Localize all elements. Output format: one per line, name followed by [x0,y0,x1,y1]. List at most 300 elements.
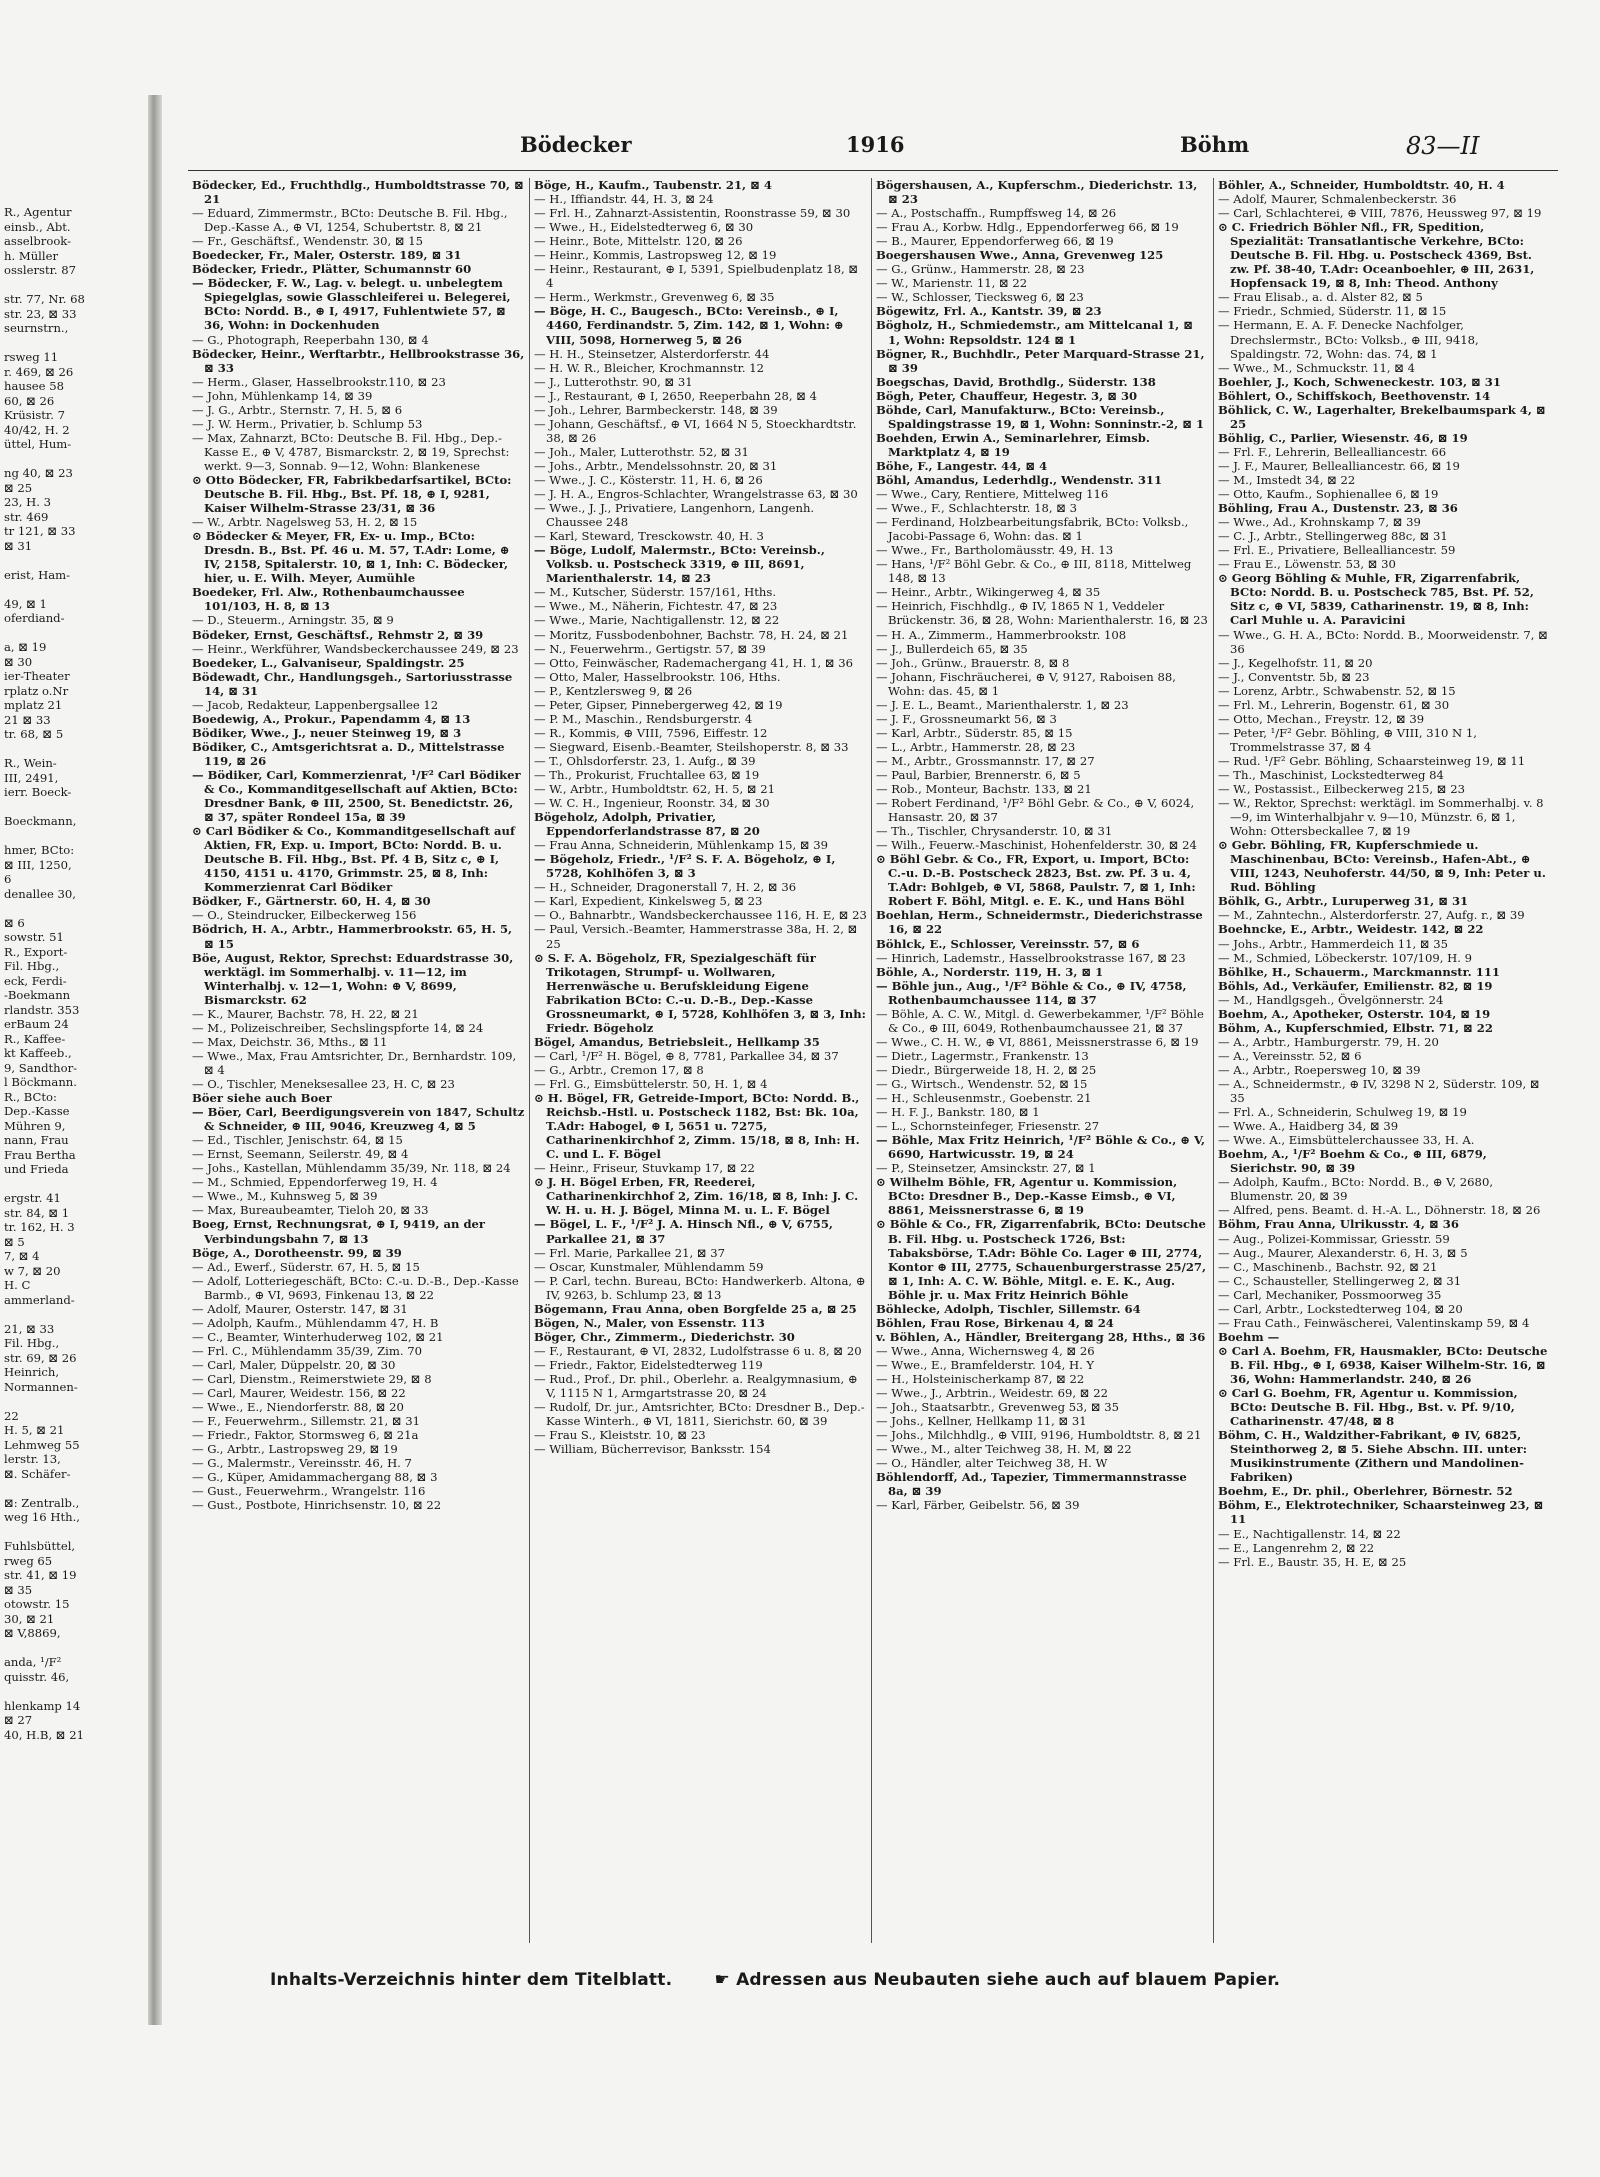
page-number: 83—II [1406,132,1480,160]
directory-entry: — Aug., Polizei-Kommissar, Griesstr. 59 [1218,1231,1450,1246]
facing-page-fragment [0,205,148,1995]
directory-entry: — A., Arbtr., Roepersweg 10, ⊠ 39 [1218,1062,1421,1077]
directory-entry: — Friedr., Faktor, Eidelstedterweg 119 [534,1357,763,1372]
directory-entry: — Wwe., J. C., Kösterstr. 11, H. 6, ⊠ 26 [534,472,763,487]
fragment-line: tr. 162, H. 3 [4,1220,75,1234]
directory-entry: — G., Arbtr., Cremon 17, ⊠ 8 [534,1062,704,1077]
fragment-line: ⊠ 5 [4,1234,25,1249]
directory-entry: Boehncke, E., Arbtr., Weidestr. 142, ⊠ 22 [1218,922,1484,937]
directory-entry: — Wwe., J. J., Privatiere, Langenhorn, Langenh. Chaussee 248 [534,501,815,530]
directory-entry: Bögeholz, Adolph, Privatier, Eppendorferlandstrasse 87, ⊠ 20 [534,810,760,839]
directory-entry: — Wwe., G. H. A., BCto: Nordd. B., Moorweidenstr. 7, ⊠ 36 [1218,627,1548,656]
fragment-line: ⊠ 31 [4,538,33,553]
directory-entry: — Frau A., Korbw. Hdlg., Eppendorferweg 66, ⊠ 19 [876,220,1179,235]
directory-entry: ⊙ Otto Bödecker, FR, Fabrikbedarfsartikel, BCto: Deutsche B. Fil. Hbg., Bst. Pf. 18, ⊕ I, 9281, Kaiser Wilhelm-Strasse 23/31, ⊠ 36 [192,472,512,516]
directory-entry: Böhm, Frau Anna, Ulrikusstr. 4, ⊠ 36 [1218,1217,1459,1232]
fragment-line: rweg 65 [4,1553,53,1568]
directory-entry: — Wwe., E., Niendorferstr. 88, ⊠ 20 [192,1400,404,1415]
directory-entry: ⊙ Carl Bödiker & Co., Kommanditgesellschaft auf Aktien, FR, Exp. u. Import, BCto: Nordd. B. u. Deutsche B. Fil. Hbg., Bst. Pf. 4 B, Sitz c, ⊕ I, 4150, 4151 u. 4170, Grimmstr. 25, ⊠ 8, Inh: Kommerzienrat Carl Bödiker [192,824,515,895]
directory-entry: — Wwe., Marie, Nachtigallenstr. 12, ⊠ 22 [534,613,780,628]
directory-entry: Bödewadt, Chr., Handlungsgeh., Sartoriusstrasse 14, ⊠ 31 [192,669,513,698]
directory-entry: Böe, August, Rektor, Sprechst: Eduardstrasse 30, werktägl. im Sommerhalbj. v. 11—12, im Winterhalbj. v. 12—1, Wohn: ⊕ V, 8699, Bismarckstr. 62 [192,950,514,1007]
directory-entry: — Wwe., Anna, Wichernsweg 4, ⊠ 26 [876,1343,1095,1358]
directory-entry: Böhm, A., Kupferschmied, Elbstr. 71, ⊠ 22 [1218,1020,1493,1035]
directory-entry: Bödecker, Heinr., Werftarbtr., Hellbrookstrasse 36, ⊠ 33 [192,346,525,375]
directory-entry: — Ferdinand, Holzbearbeitungsfabrik, BCto: Volksb., Jacobi-Passage 6, Wohn: das. ⊠ 1 [876,515,1189,544]
directory-entry: — Adolph, Kaufm., BCto: Nordd. B., ⊕ V, 2680, Blumenstr. 20, ⊠ 39 [1218,1175,1493,1204]
fragment-line: Krüsistr. 7 [4,408,65,422]
directory-entry: — Adolf, Lotteriegeschäft, BCto: C.-u. D.-B., Dep.-Kasse Barmb., ⊕ VI, 9693, Finkenau 13, ⊠ 22 [192,1273,519,1302]
fragment-line: rlandstr. 353 [4,1002,80,1017]
directory-entry: — Th., Prokurist, Fruchtallee 63, ⊠ 19 [534,767,760,782]
fragment-line: III, 2491, [4,770,59,785]
footer-new-buildings-note: Adressen aus Neubauten siehe auch auf blauem Papier. [736,1970,1281,1990]
directory-entry: ⊙ Böhl Gebr. & Co., FR, Export, u. Import, BCto: C.-u. D.-B. Postscheck 2823, Bst. zw. Pf. 3 u. 4, T.Adr: Bohlgeb, ⊕ VI, 5868, Paulstr. 7, ⊠ 1, Inh: Robert F. Böhl, Mitgl. e. E. K., und Hans Böhl [876,852,1196,909]
directory-entry: — Jacob, Redakteur, Lappenbergsallee 12 [192,697,439,712]
directory-entry: — Wwe. A., Eimsbüttelerchaussee 33, H. A. [1218,1133,1475,1148]
fragment-line: 60, ⊠ 26 [4,393,55,408]
fragment-line: ⊠. Schäfer- [4,1466,71,1481]
directory-entry: — N., Feuerwehrm., Gertigstr. 57, ⊠ 39 [534,641,766,656]
directory-entry: — Frl. H., Zahnarzt-Assistentin, Roonstrasse 59, ⊠ 30 [534,206,851,221]
fragment-line: str. 23, ⊠ 33 [4,306,77,321]
directory-entry: — Frl. F., Lehrerin, Bellealliancestr. 66 [1218,444,1447,459]
fragment-line: 23, H. 3 [4,495,51,509]
directory-entry: — W., Arbtr., Humboldtstr. 62, H. 5, ⊠ 21 [534,782,776,797]
directory-entry: — Friedr., Faktor, Stormsweg 6, ⊠ 21a [192,1428,419,1443]
directory-entry: — W., Schlosser, Tiecksweg 6, ⊠ 23 [876,290,1084,305]
directory-entry: Böhlert, O., Schiffskoch, Beethovenstr. 14 [1218,388,1491,403]
directory-entry: — J. E. L., Beamt., Marienthalerstr. 1, ⊠ 23 [876,697,1129,712]
directory-entry: — M., Arbtr., Grossmannstr. 17, ⊠ 27 [876,753,1095,768]
fragment-line: 40/42, H. 2 [4,422,70,437]
directory-entry: — Karl, Steward, Tresckowstr. 40, H. 3 [534,529,764,544]
header-rule [188,170,1558,171]
directory-entry: — Wwe., Max, Frau Amtsrichter, Dr., Bernhardstr. 109, ⊠ 4 [192,1048,517,1077]
directory-entry: ⊙ Gebr. Böhling, FR, Kupferschmiede u. Maschinenbau, BCto: Vereinsb., Hafen-Abt., ⊕ VIII, 1243, Neuhoferstr. 44/50, ⊠ 9, Inh: Peter u. Rud. Böhling [1218,838,1546,895]
directory-entry: — Johann, Fischräucherei, ⊕ V, 9127, Raboisen 88, Wohn: das. 45, ⊠ 1 [876,669,1176,698]
directory-entry: Böhlendorff, Ad., Tapezier, Timmermannstrasse 8a, ⊠ 39 [876,1470,1187,1499]
directory-entry: — Rudolf, Dr. jur., Amtsrichter, BCto: Dresdner B., Dep.-Kasse Winterh., ⊕ VI, 1811, Sierichstr. 60, ⊠ 39 [534,1400,865,1429]
directory-entry: Böhlen, Frau Rose, Birkenau 4, ⊠ 24 [876,1315,1114,1330]
directory-entry: — Hinrich, Lademstr., Hasselbrookstrasse 167, ⊠ 23 [876,950,1186,965]
directory-entry: — Johs., Arbtr., Hammerdeich 11, ⊠ 35 [1218,936,1449,951]
directory-entry: Böhlck, E., Schlosser, Vereinsstr. 57, ⊠ 6 [876,936,1140,951]
directory-entry: — P. Carl, techn. Bureau, BCto: Handwerkerb. Altona, ⊕ IV, 9263, b. Schlump 23, ⊠ 13 [534,1273,866,1302]
fragment-line: asselbrook- [4,234,72,248]
directory-entry: ⊙ C. Friedrich Böhler Nfl., FR, Spedition, Spezialität: Transatlantische Verkehre, BCto: Deutsche B. Fil. Hbg. u. Postscheck 4369, Bst. zw. Pf. 38-40, T.Adr: Oceanboehler, ⊕ III, 2631, Hopfensack 19, ⊠ 8, Inh: Theod. Anthony [1218,220,1535,291]
directory-entry: Böger, Chr., Zimmerm., Diederichstr. 30 [534,1329,795,1344]
directory-entry: — L., Schornsteinfeger, Friesenstr. 27 [876,1119,1100,1134]
fragment-line: hmer, BCto: [4,843,75,857]
fragment-line: ⊠ 25 [4,480,33,495]
directory-entry: — Bögel, L. F., ¹/F² J. A. Hinsch Nfl., ⊕ V, 6755, Parkallee 21, ⊠ 37 [534,1217,833,1246]
directory-entry: — C., Maschinenb., Bachstr. 92, ⊠ 21 [1218,1259,1438,1274]
fragment-line: R., Wein- [4,756,57,770]
fragment-line: Lehmweg 55 [4,1437,80,1452]
directory-entry: — L., Arbtr., Hammerstr. 28, ⊠ 23 [876,739,1076,754]
directory-entry: Bödiker, Wwe., J., neuer Steinweg 19, ⊠ 3 [192,725,462,740]
fragment-line: sowstr. 51 [4,930,64,944]
directory-entry: ⊙ J. H. Bögel Erben, FR, Reederei, Catharinenkirchhof 2, Zim. 16/18, ⊠ 8, Inh: J. C. W. H. u. H. J. Bögel, Minna M. u. L. F. Bögel [534,1175,859,1218]
directory-entry: Boeg, Ernst, Rechnungsrat, ⊕ I, 9419, an der Verbindungsbahn 7, ⊠ 13 [192,1217,486,1246]
directory-entry: — F., Restaurant, ⊕ VI, 2832, Ludolfstrasse 6 u. 8, ⊠ 20 [534,1343,862,1358]
directory-entry: — J. F., Maurer, Bellealliancestr. 66, ⊠ 19 [1218,458,1460,473]
directory-entry: Bödker, F., Gärtnerstr. 60, H. 4, ⊠ 30 [192,894,431,909]
directory-entry: — W., Marienstr. 11, ⊠ 22 [876,276,1028,291]
directory-entry: — Johs., Milchhdlg., ⊕ VIII, 9196, Humboldtstr. 8, ⊠ 21 [876,1428,1202,1443]
fragment-line: hlenkamp 14 [4,1698,81,1713]
directory-entry: — W., Rektor, Sprechst: werktägl. im Sommerhalbj. v. 8—9, im Winterhalbjahr v. 9—10, Münzstr. 6, ⊠ 1, Wohn: Ottersbeckallee 7, ⊠ 19 [1218,796,1544,839]
directory-entry: Bödeker, Ernst, Geschäftsf., Rehmstr 2, ⊠ 39 [192,627,484,642]
fragment-line: oferdiand- [4,611,65,625]
directory-entry: — Karl, Expedient, Kinkelsweg 5, ⊠ 23 [534,894,763,909]
directory-entry: — A., Vereinsstr. 52, ⊠ 6 [1218,1048,1362,1063]
fragment-line: Normannen- [4,1379,78,1394]
directory-entry: — M., Handlgsgeh., Övelgönnerstr. 24 [1218,992,1444,1007]
fragment-line [4,901,148,916]
directory-entry: — Ed., Tischler, Jenischstr. 64, ⊠ 15 [192,1133,403,1148]
directory-entry: — Karl, Arbtr., Süderstr. 85, ⊠ 15 [876,725,1073,740]
fragment-line: ⊠ 30 [4,654,33,669]
fragment-line: lerstr. 13, [4,1452,61,1466]
directory-entry: — E., Langenrehm 2, ⊠ 22 [1218,1540,1375,1555]
directory-entry: — Ad., Ewerf., Süderstr. 67, H. 5, ⊠ 15 [192,1259,420,1274]
fragment-line: rplatz o.Nr [4,683,69,698]
directory-entry: — D., Steuerm., Arningstr. 35, ⊠ 9 [192,613,394,628]
directory-entry: — Fr., Geschäftsf., Wendenstr. 30, ⊠ 15 [192,234,423,249]
directory-entry: Bödecker, Friedr., Plätter, Schumannstr 60 [192,262,472,277]
header-last-name: Böhm [1180,132,1250,157]
footer-note [270,1970,1560,1990]
directory-entry: Böhm, E., Elektrotechniker, Schaarsteinweg 23, ⊠ 11 [1218,1498,1544,1527]
fragment-line: 9, Sandthor- [4,1060,78,1075]
fragment-line: -Boekmann [4,988,71,1002]
directory-entry: — Paul, Barbier, Brennerstr. 6, ⊠ 5 [876,767,1081,782]
directory-entry: Boegershausen Wwe., Anna, Grevenweg 125 [876,248,1164,263]
fragment-line [4,1641,148,1656]
fragment-line: mplatz 21 [4,698,63,712]
directory-entry: — M., Polizeischreiber, Sechslingspforte 14, ⊠ 24 [192,1020,484,1035]
directory-entry: — John, Mühlenkamp 14, ⊠ 39 [192,388,373,403]
directory-entry: Böhls, Ad., Verkäufer, Emilienstr. 82, ⊠ 19 [1218,978,1493,993]
directory-entry: — Carl, ¹/F² H. Bögel, ⊕ 8, 7781, Parkallee 34, ⊠ 37 [534,1048,839,1063]
directory-entry: Böhler, A., Schneider, Humboldtstr. 40, H. 4 [1218,178,1505,192]
fragment-line: ⊠ III, 1250, [4,857,72,872]
fragment-line: nann, Frau [4,1133,69,1147]
fragment-line [4,1481,148,1496]
directory-entry: — H., Schneider, Dragonerstall 7, H. 2, ⊠ 36 [534,880,797,895]
directory-entry: — Aug., Maurer, Alexanderstr. 6, H. 3, ⊠ 5 [1218,1245,1468,1260]
directory-entry: — Siegward, Eisenb.-Beamter, Steilshoperstr. 8, ⊠ 33 [534,739,849,754]
fragment-line: str. 469 [4,509,49,524]
directory-entry: — H., Iffiandstr. 44, H. 3, ⊠ 24 [534,192,714,207]
directory-entry: — M., Schmied, Eppendorferweg 19, H. 4 [192,1175,438,1190]
directory-entry: — H. A., Zimmerm., Hammerbrookstr. 108 [876,627,1127,642]
fragment-line: seurnstrn., [4,321,69,335]
directory-entry: — Frl. G., Eimsbüttelerstr. 50, H. 1, ⊠ 4 [534,1077,768,1091]
directory-entry: Boehm, E., Dr. phil., Oberlehrer, Börnestr. 52 [1218,1484,1513,1499]
directory-entry: — Heinr., Restaurant, ⊕ I, 5391, Spielbudenplatz 18, ⊠ 4 [534,262,859,291]
directory-entry: — H. W. R., Bleicher, Krochmannstr. 12 [534,360,765,375]
directory-entry: Bögner, R., Buchhdlr., Peter Marquard-Strasse 21, ⊠ 39 [876,346,1205,375]
directory-entry: Bögen, N., Maler, von Essenstr. 113 [534,1315,765,1330]
directory-entry: — Johann, Geschäftsf., ⊕ VI, 1664 N 5, Stoeckhardtstr. 38, ⊠ 26 [534,416,857,445]
directory-entry: — Wwe., Cary, Rentiere, Mittelweg 116 [876,487,1109,502]
fragment-line: a, ⊠ 19 [4,640,47,654]
directory-entry: — Joh., Maler, Lutterothstr. 52, ⊠ 31 [534,444,749,459]
directory-entry: — Th., Maschinist, Lockstedterweg 84 [1218,767,1444,782]
fragment-line: anda, ¹/F² [4,1655,62,1669]
directory-entry: — Wwe., M., Schmuckstr. 11, ⊠ 4 [1218,360,1415,375]
fragment-line [4,1177,148,1192]
directory-entry: — J. H. A., Engros-Schlachter, Wrangelstrasse 63, ⊠ 30 [534,487,858,502]
directory-entry: — P. M., Maschin., Rendsburgerstr. 4 [534,711,753,726]
directory-entry: — Heinr., Werkführer, Wandsbeckerchaussee 249, ⊠ 23 [192,641,519,656]
fragment-line: Fil. Hbg., [4,959,60,973]
directory-entry: — P., Steinsetzer, Amsinckstr. 27, ⊠ 1 [876,1161,1096,1176]
directory-entry: — Böhle, A. C. W., Mitgl. d. Gewerbekammer, ¹/F² Böhle & Co., ⊕ III, 6049, Rothenbaumchaussee 21, ⊠ 37 [876,1006,1204,1035]
directory-entry: — J., Kegelhofstr. 11, ⊠ 20 [1218,655,1373,670]
directory-entry: — Max, Zahnarzt, BCto: Deutsche B. Fil. Hbg., Dep.-Kasse E., ⊕ V, 4787, Bismarckstr. 2, ⊠ 19, Sprechst: werkt. 9—3, Sonnab. 9—12, Wohn: Blankenese [192,430,510,473]
directory-entry: — Frl. E., Privatiere, Bellealliancestr. 59 [1218,543,1456,558]
directory-entry: Boedecker, Fr., Maler, Osterstr. 189, ⊠ 31 [192,248,462,263]
directory-entry: — Frl. C., Mühlendamm 35/39, Zim. 70 [192,1343,422,1358]
directory-entry: — W. C. H., Ingenieur, Roonstr. 34, ⊠ 30 [534,796,770,811]
directory-page [170,130,1585,2030]
directory-entry: — G., Photograph, Reeperbahn 130, ⊠ 4 [192,332,429,347]
directory-entry: — Böge, Ludolf, Malermstr., BCto: Vereinsb., Volksb. u. Postscheck 3319, ⊕ III, 8691, Marienthalerstr. 14, ⊠ 23 [534,543,825,586]
directory-entry: — Bögeholz, Friedr., ¹/F² S. F. A. Bögeholz, ⊕ I, 5728, Kohlhöfen 3, ⊠ 3 [534,852,836,881]
fragment-line: 7, ⊠ 4 [4,1249,40,1263]
directory-entry: Böhlke, H., Schauerm., Marckmannstr. 111 [1218,964,1500,979]
directory-entry: Bögholz, H., Schmiedemstr., am Mittelcanal 1, ⊠ 1, Wohn: Repsoldstr. 124 ⊠ 1 [876,318,1193,347]
directory-entry: — Böge, H. C., Baugesch., BCto: Vereinsb., ⊕ I, 4460, Ferdinandstr. 5, Zim. 142, ⊠ 1, Wohn: ⊕ VIII, 5098, Hornerweg 5, ⊠ 26 [534,304,844,347]
directory-entry: — Joh., Staatsarbtr., Grevenweg 53, ⊠ 35 [876,1400,1120,1415]
directory-entry: — Adolf, Maurer, Schmalenbeckerstr. 36 [1218,192,1457,207]
fragment-line: R., Kaffee- [4,1031,66,1046]
directory-entry: Bögemann, Frau Anna, oben Borgfelde 25 a, ⊠ 25 [534,1301,857,1316]
directory-entry: — Paul, Versich.-Beamter, Hammerstrasse 38a, H. 2, ⊠ 25 [534,922,858,951]
fragment-line: 22 [4,1408,19,1423]
directory-entry: — W., Arbtr. Nagelsweg 53, H. 2, ⊠ 15 [192,515,418,530]
directory-entry: — C., Schausteller, Stellingerweg 2, ⊠ 31 [1218,1273,1462,1288]
directory-entry: Böhde, Carl, Manufakturw., BCto: Vereinsb., Spaldingstrasse 19, ⊠ 1, Wohn: Sonninstr.-2, ⊠ 1 [876,402,1205,431]
directory-entry: Böge, H., Kaufm., Taubenstr. 21, ⊠ 4 [534,178,772,192]
directory-entry: — Heinr., Kommis, Lastropsweg 12, ⊠ 19 [534,248,777,263]
directory-entry: — Wwe., Fr., Bartholomäusstr. 49, H. 13 [876,543,1114,558]
fragment-line [4,582,148,597]
fragment-line: R., Agentur [4,205,72,219]
directory-entry: Boedeker, Frl. Alw., Rothenbaumchaussee 101/103, H. 8, ⊠ 13 [192,585,465,614]
directory-entry: — R., Kommis, ⊕ VIII, 7596, Eiffestr. 12 [534,725,768,740]
directory-entry: Boehm, A., ¹/F² Boehm & Co., ⊕ III, 6879, Sierichstr. 90, ⊠ 39 [1218,1147,1487,1176]
directory-entry: — Joh., Lehrer, Barmbeckerstr. 148, ⊠ 39 [534,402,778,417]
directory-entry: — Otto, Kaufm., Sophienallee 6, ⊠ 19 [1218,487,1439,502]
directory-entry: — Robert Ferdinand, ¹/F² Böhl Gebr. & Co., ⊕ V, 6024, Hansastr. 20, ⊠ 37 [876,796,1195,825]
running-header [170,130,1565,162]
directory-entry: — Otto, Feinwäscher, Rademachergang 41, H. 1, ⊠ 36 [534,655,854,670]
directory-entry: — Heinr., Friseur, Stuvkamp 17, ⊠ 22 [534,1161,755,1176]
directory-entry: — Frau Elisab., a. d. Alster 82, ⊠ 5 [1218,290,1423,305]
fragment-line: ierr. Boeck- [4,785,72,799]
directory-entry: — M., Schmied, Löbeckerstr. 107/109, H. 9 [1218,950,1472,965]
directory-entry: — Frl. M., Lehrerin, Bogenstr. 61, ⊠ 30 [1218,697,1450,712]
fragment-line: Fil. Hbg., [4,1336,60,1350]
directory-entry: Bögewitz, Frl. A., Kantstr. 39, ⊠ 23 [876,304,1102,319]
directory-entry: — T., Ohlsdorferstr. 23, 1. Aufg., ⊠ 39 [534,753,756,768]
directory-entry: — Carl, Schlachterei, ⊕ VIII, 7876, Heussweg 97, ⊠ 19 [1218,206,1542,221]
directory-entry: — Bödiker, Carl, Kommerzienrat, ¹/F² Carl Bödiker & Co., Kommanditgesellschaft auf Aktien, BCto: Dresdner Bank, ⊕ III, 2500, St. Benedictstr. 26, ⊠ 37, später Rondeel 15a, ⊠ 39 [192,767,521,825]
fragment-line: h. Müller [4,248,58,263]
directory-entry: — G., Malermstr., Vereinsstr. 46, H. 7 [192,1456,412,1471]
fragment-line: ammerland- [4,1292,75,1307]
directory-entry: ⊙ Georg Böhling & Muhle, FR, Zigarrenfabrik, BCto: Nordd. B. u. Postscheck 785, Bst. Pf. 52, Sitz c, ⊕ VI, 5839, Catharinenstr. 19, ⊠ 8, Inh: Carl Muhle u. A. Paravicini [1218,571,1534,628]
directory-entry: — Hans, ¹/F² Böhl Gebr. & Co., ⊕ III, 8118, Mittelweg 148, ⊠ 13 [876,557,1192,586]
directory-columns [188,178,1558,1943]
fragment-line [4,742,148,757]
directory-entry: — Frau S., Kleiststr. 10, ⊠ 23 [534,1428,706,1443]
directory-entry: — A., Schneidermstr., ⊕ IV, 3298 N 2, Süderstr. 109, ⊠ 35 [1218,1077,1540,1106]
directory-entry: — Friedr., Schmied, Süderstr. 11, ⊠ 15 [1218,304,1447,319]
fragment-line: H. 5, ⊠ 21 [4,1423,65,1437]
fragment-line: denallee 30, [4,886,76,901]
fragment-line [4,452,148,467]
fragment-line: 21 ⊠ 33 [4,712,51,727]
directory-entry: ⊙ Wilhelm Böhle, FR, Agentur u. Kommission, BCto: Dresdner B., Dep.-Kasse Eimsb., ⊕ VI, 8861, Meissnerstrasse 6, ⊠ 19 [876,1175,1178,1218]
directory-entry: Böhlick, C. W., Lagerhalter, Brekelbaumspark 4, ⊠ 25 [1218,402,1546,431]
fragment-line: r. 469, ⊠ 26 [4,364,74,379]
fragment-line: ng 40, ⊠ 23 [4,466,73,480]
directory-entry: — Heinrich, Fischhdlg., ⊕ IV, 1865 N 1, Veddeler Brückenstr. 36, ⊠ 28, Wohn: Marienthalerstr. 16, ⊠ 23 [876,599,1208,628]
directory-entry: — Otto, Mechan., Freystr. 12, ⊠ 39 [1218,711,1425,726]
column-3 [872,178,1214,1943]
fragment-line: otowstr. 15 [4,1597,70,1611]
directory-entry: Boehm, A., Apotheker, Osterstr. 104, ⊠ 19 [1218,1006,1491,1021]
directory-entry: — M., Kutscher, Süderstr. 157/161, Hths. [534,585,777,600]
directory-entry: — Karl, Färber, Geibelstr. 56, ⊠ 39 [876,1498,1080,1513]
directory-entry: Böge, A., Dorotheenstr. 99, ⊠ 39 [192,1245,402,1260]
directory-entry: — Rud., Prof., Dr. phil., Oberlehr. a. Realgymnasium, ⊕ V, 1115 N 1, Armgartstrasse 20, ⊠ 24 [534,1371,858,1401]
directory-entry: — K., Maurer, Bachstr. 78, H. 22, ⊠ 21 [192,1006,419,1021]
fragment-line [4,1684,148,1699]
fragment-line: H. C [4,1278,31,1292]
fragment-line: weg 16 Hth., [4,1510,80,1524]
fragment-line [4,553,148,568]
directory-entry: — Joh., Grünw., Brauerstr. 8, ⊠ 8 [876,655,1070,670]
directory-entry: Boehm — [1218,1329,1280,1344]
directory-entry: — H., Schleusenmstr., Goebenstr. 21 [876,1091,1092,1106]
fragment-line: str. 84, ⊠ 1 [4,1205,70,1220]
directory-entry: — Wilh., Feuerw.-Maschinist, Hohenfelderstr. 30, ⊠ 24 [876,838,1197,853]
fragment-line: str. 69, ⊠ 26 [4,1350,77,1365]
directory-entry: — Gust., Feuerwehrm., Wrangelstr. 116 [192,1484,426,1499]
directory-entry: — Frl. E., Baustr. 35, H. E, ⊠ 25 [1218,1554,1407,1569]
directory-entry: — O., Bahnarbtr., Wandsbeckerchaussee 116, H. E, ⊠ 23 [534,908,867,923]
footer-index-note: Inhalts-Verzeichnis hinter dem Titelblatt. [270,1970,673,1990]
directory-entry: — J. W. Herm., Privatier, b. Schlump 53 [192,416,423,431]
directory-entry: Bödiker, C., Amtsgerichtsrat a. D., Mittelstrasse 119, ⊠ 26 [192,739,505,768]
directory-entry: — Oscar, Kunstmaler, Mühlendamm 59 [534,1259,764,1274]
fragment-line: ⊠: Zentralb., [4,1495,80,1510]
fragment-line: 30, ⊠ 21 [4,1611,55,1626]
directory-entry: — J. G., Arbtr., Sternstr. 7, H. 5, ⊠ 6 [192,402,403,417]
directory-entry: ⊙ Bödecker & Meyer, FR, Ex- u. Imp., BCto: Dresdn. B., Bst. Pf. 46 u. M. 57, T.Adr: Lome, ⊕ IV, 2158, Spitalerstr. 10, ⊠ 1, Inh: C. Bödecker, hier, u. E. Wilh. Meyer, Aumühle [192,529,510,586]
directory-entry: — H. H., Steinsetzer, Alsterdorferstr. 44 [534,346,770,361]
directory-entry: — Wwe., J., Arbtrin., Weidestr. 69, ⊠ 22 [876,1386,1108,1401]
directory-entry: — P., Kentzlersweg 9, ⊠ 26 [534,683,693,698]
directory-entry: — G., Küper, Amidammachergang 88, ⊠ 3 [192,1470,438,1485]
fragment-line: 49, ⊠ 1 [4,596,47,611]
directory-entry: — A., Arbtr., Hamburgerstr. 79, H. 20 [1218,1034,1439,1049]
directory-entry: Boehlan, Herm., Schneidermstr., Diederichstrasse 16, ⊠ 22 [876,908,1203,937]
directory-entry: — Rob., Monteur, Bachstr. 133, ⊠ 21 [876,782,1092,797]
directory-entry: — Adolph, Kaufm., Mühlendamm 47, H. B [192,1315,439,1330]
directory-entry: — H., Holsteinischerkamp 87, ⊠ 22 [876,1371,1085,1386]
fragment-line: str. 77, Nr. 68 [4,292,85,306]
directory-entry: — Böhle, Max Fritz Heinrich, ¹/F² Böhle & Co., ⊕ V, 6690, Hartwicusstr. 19, ⊠ 24 [876,1133,1206,1162]
fragment-line: R., Export- [4,944,68,959]
directory-entry: Boehden, Erwin A., Seminarlehrer, Eimsb. Marktplatz 4, ⊠ 19 [876,430,1150,459]
fragment-line: w 7, ⊠ 20 [4,1263,61,1278]
fragment-line: ⊠ 6 [4,915,25,930]
directory-entry: — J. F., Grossneumarkt 56, ⊠ 3 [876,711,1057,726]
directory-entry: — Frau Cath., Feinwäscherei, Valentinskamp 59, ⊠ 4 [1218,1315,1530,1330]
fragment-line: ⊠ 35 [4,1582,33,1597]
directory-entry: Bögh, Peter, Chauffeur, Hegestr. 3, ⊠ 30 [876,388,1138,403]
fragment-line: 6 [4,872,12,886]
directory-entry: — E., Nachtigallenstr. 14, ⊠ 22 [1218,1526,1401,1541]
directory-entry: — Wwe., Ad., Krohnskamp 7, ⊠ 39 [1218,515,1421,530]
directory-entry: Boegschas, David, Brothdlg., Süderstr. 138 [876,374,1156,389]
directory-entry: — W., Postassist., Eilbeckerweg 215, ⊠ 23 [1218,782,1465,797]
directory-entry: — Hermann, E. A. F. Denecke Nachfolger, Drechslermstr., BCto: Volksb., ⊕ III, 9418, Spaldingstr. 72, Wohn: das. 74, ⊠ 1 [1218,318,1479,361]
directory-entry: — Frau Anna, Schneiderin, Mühlenkamp 15, ⊠ 39 [534,838,828,853]
directory-entry: Böhm, C. H., Waldzither-Fabrikant, ⊕ IV, 6825, Steinthorweg 2, ⊠ 5. Siehe Abschn. III. unter: Musikinstrumente (Zithern und Mandolinen-Fabriken) [1218,1428,1528,1485]
fragment-line: Mühren 9, [4,1118,66,1133]
fragment-line: 40, H.B, ⊠ 21 [4,1727,84,1742]
directory-entry: — Frl. Marie, Parkallee 21, ⊠ 37 [534,1245,725,1260]
fragment-line: rsweg 11 [4,350,59,364]
directory-entry: — Carl, Arbtr., Lockstedterweg 104, ⊠ 20 [1218,1301,1463,1316]
directory-entry: — Peter, Gipser, Pinnebergerweg 42, ⊠ 19 [534,697,783,712]
fragment-line: ⊠ V,8869, [4,1626,61,1640]
directory-entry: — J., Conventstr. 5b, ⊠ 23 [1218,669,1370,684]
directory-entry: — Heinr., Bote, Mittelstr. 120, ⊠ 26 [534,234,743,249]
fragment-line: l Böckmann. [4,1075,77,1089]
fragment-line: üttel, Hum- [4,437,72,451]
directory-entry: — H. F. J., Bankstr. 180, ⊠ 1 [876,1105,1040,1120]
directory-entry: — J., Bullerdeich 65, ⊠ 35 [876,641,1028,656]
fragment-line: ergstr. 41 [4,1191,61,1205]
directory-entry: — Wwe. A., Haidberg 34, ⊠ 39 [1218,1119,1399,1134]
fragment-line: einsb., Abt. [4,219,71,234]
fragment-line: ier-Theater [4,669,70,683]
directory-entry: — Ernst, Seemann, Seilerstr. 49, ⊠ 4 [192,1147,409,1162]
directory-entry: — Carl, Maurer, Weidestr. 156, ⊠ 22 [192,1386,406,1401]
directory-entry: Böhling, Frau A., Dustenstr. 23, ⊠ 36 [1218,501,1458,516]
fragment-line: Dep.-Kasse [4,1104,70,1118]
fragment-line: 21, ⊠ 33 [4,1321,55,1336]
directory-entry: — A., Postschaffn., Rumpffsweg 14, ⊠ 26 [876,206,1117,221]
directory-entry: — Alfred, pens. Beamt. d. H.-A. L., Döhnerstr. 18, ⊠ 26 [1218,1203,1541,1218]
directory-entry: Böer siehe auch Boer [192,1091,332,1106]
fragment-line: Heinrich, [4,1365,60,1379]
directory-entry: — Max, Bureaubeamter, Tieloh 20, ⊠ 33 [192,1203,429,1218]
fragment-line: str. 41, ⊠ 19 [4,1568,77,1582]
directory-entry: Boedeker, L., Galvaniseur, Spaldingstr. 25 [192,655,465,670]
directory-entry: — Carl, Dienstm., Reimerstwiete 29, ⊠ 8 [192,1371,432,1386]
